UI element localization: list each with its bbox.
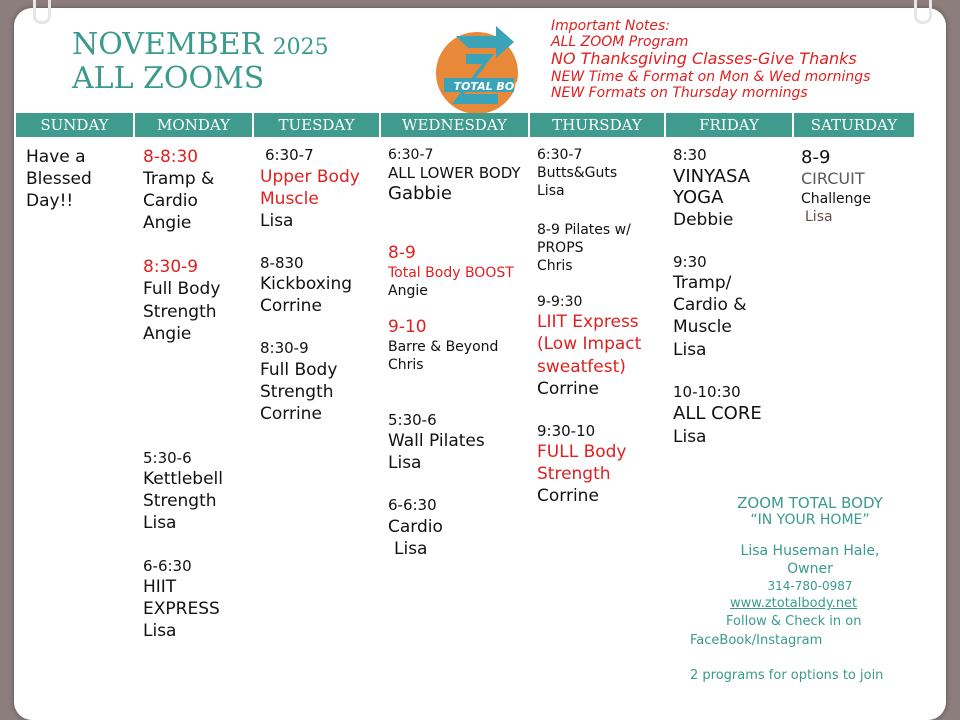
day-header-sunday: SUNDAY: [16, 113, 133, 137]
class-name: FULL Body Strength: [537, 442, 627, 485]
class-block: [388, 411, 528, 475]
class-block: [801, 146, 911, 227]
class-name: Butts&Guts: [537, 165, 618, 182]
class-instructor: Corrine: [537, 486, 599, 507]
class-name: Barre & Beyond: [388, 339, 499, 356]
class-instructor: Lisa: [394, 538, 428, 559]
class-instructor: Debbie: [673, 209, 734, 230]
class-block: [143, 256, 251, 344]
class-instructor: Angie: [143, 213, 192, 234]
class-name: ALL LOWER BODY: [388, 164, 521, 183]
class-time: 6-6:30: [388, 496, 437, 515]
binder-ring-right: [914, 0, 932, 24]
class-instructor: Lisa: [673, 339, 707, 360]
class-name: Wall Pilates: [388, 431, 485, 452]
class-time: 9:30: [673, 252, 707, 271]
saturday-column: [801, 146, 911, 249]
class-time: 6:30-7: [388, 147, 434, 163]
wednesday-column: [388, 146, 528, 582]
class-name: Total Body BOOST: [388, 264, 514, 281]
class-name: Tramp/ Cardio & Muscle: [673, 273, 747, 338]
class-instructor: Lisa: [143, 513, 177, 534]
class-instructor: Angie: [388, 282, 428, 299]
programs-note: 2 programs for options to join: [690, 667, 884, 683]
class-block: [260, 146, 372, 232]
monday-column: [143, 146, 251, 664]
class-time: 8-9: [801, 147, 831, 168]
thursday-column: [537, 146, 659, 529]
class-time: 8:30: [673, 146, 707, 164]
day-header-tuesday: TUESDAY: [254, 113, 379, 137]
class-time: 6:30-7: [537, 147, 583, 163]
logo-text: TOTAL BODY: [453, 80, 531, 93]
class-instructor: Lisa: [537, 183, 565, 200]
class-name: LIIT Express (Low Impact sweatfest): [537, 312, 642, 377]
note-item: NEW Time & Format on Mon & Wed mornings: [551, 68, 871, 85]
class-block: [143, 146, 251, 234]
class-block: [388, 146, 528, 206]
class-instructor: Chris: [537, 257, 573, 274]
class-name: ALL CORE: [673, 403, 762, 425]
day-header-saturday: SATURDAY: [794, 113, 914, 137]
class-time: 6-6:30: [143, 556, 192, 575]
business-info: [690, 494, 930, 683]
class-time: 8-9: [388, 242, 416, 263]
class-time: 5:30-6: [143, 448, 192, 467]
class-name: VINYASA YOGA: [673, 165, 751, 209]
class-block: [673, 146, 791, 231]
class-time: 9-10: [388, 317, 427, 338]
class-name: Cardio: [388, 516, 443, 537]
business-name: ZOOM TOTAL BODY: [737, 494, 883, 512]
class-block: [537, 293, 659, 400]
class-time: 8-9 Pilates w/: [537, 221, 631, 238]
subtitle-label: ALL ZOOMS: [72, 60, 265, 96]
class-instructor: Lisa: [805, 209, 833, 226]
class-instructor: Lisa: [143, 621, 177, 642]
sunday-column: [26, 146, 126, 212]
class-time: 5:30-6: [388, 410, 437, 429]
class-instructor: Corrine: [260, 404, 322, 425]
important-notes: [551, 18, 870, 101]
class-name: Kickboxing: [260, 274, 353, 295]
class-instructor: Angie: [143, 323, 192, 344]
month-label: NOVEMBER: [72, 27, 264, 62]
class-name: CIRCUIT: [801, 169, 865, 189]
class-instructor: Lisa: [260, 210, 294, 231]
note-item: NO Thanksgiving Classes-Give Thanks: [551, 49, 857, 69]
class-name: Full Body Strength: [143, 279, 221, 322]
class-time: 8:30-9: [143, 257, 199, 278]
class-time: 9-9:30: [537, 294, 583, 311]
day-header-thursday: THURSDAY: [530, 113, 664, 137]
class-time: 8:30-9: [260, 339, 309, 358]
class-block: [673, 383, 791, 448]
class-block: [260, 339, 372, 425]
day-header-wednesday: WEDNESDAY: [381, 113, 528, 137]
class-name: Kettlebell Strength: [143, 469, 223, 512]
class-block: [537, 146, 659, 201]
class-block: [143, 557, 251, 643]
phone-number: 314-780-0987: [767, 579, 853, 594]
class-time: 9:30-10: [537, 421, 596, 440]
class-time: 6:30-7: [265, 146, 314, 164]
class-instructor: Lisa: [388, 453, 422, 474]
class-time: 10-10:30: [673, 382, 741, 401]
class-block: [388, 242, 528, 300]
class-name: PROPS: [537, 239, 584, 256]
class-name: HIIT EXPRESS: [143, 577, 220, 620]
tuesday-column: [260, 146, 372, 447]
day-header-monday: MONDAY: [135, 113, 252, 137]
website-link[interactable]: www.ztotalbody.net: [730, 596, 858, 612]
class-instructor: Corrine: [537, 378, 599, 399]
follow-text: Follow & Check in on: [726, 614, 862, 630]
social-text: FaceBook/Instagram: [690, 632, 823, 648]
weekday-header-row: [16, 113, 914, 137]
page-title: [72, 28, 329, 95]
friday-column: [673, 146, 791, 470]
class-block: [388, 496, 528, 560]
binder-ring-left: [33, 0, 51, 24]
note-item: ALL ZOOM Program: [551, 34, 689, 51]
note-item: NEW Formats on Thursday mornings: [551, 84, 808, 101]
class-block: [388, 316, 528, 374]
class-block: [143, 449, 251, 535]
zoom-total-body-logo: [426, 18, 533, 122]
class-block: [537, 422, 659, 508]
owner-name: Lisa Huseman Hale,: [740, 543, 880, 559]
class-name: Upper Body Muscle: [260, 166, 360, 209]
class-instructor: Gabbie: [388, 183, 452, 205]
class-instructor: Lisa: [673, 426, 707, 447]
class-block: [537, 221, 659, 276]
class-instructor: Chris: [388, 357, 424, 374]
sunday-message: Have a Blessed Day!!: [26, 147, 92, 212]
note-heading: Important Notes:: [551, 18, 671, 34]
class-instructor: Corrine: [260, 296, 322, 317]
class-name: Full Body Strength: [260, 359, 338, 403]
year-label: 2025: [272, 35, 329, 60]
class-block: [260, 254, 372, 318]
day-header-friday: FRIDAY: [666, 113, 792, 137]
class-time: 8-830: [260, 253, 304, 272]
class-name: Tramp & Cardio: [143, 169, 215, 212]
business-tagline: “IN YOUR HOME”: [750, 512, 870, 528]
class-name-line2: Challenge: [801, 191, 871, 208]
owner-title: Owner: [787, 561, 833, 578]
class-time: 8-8:30: [143, 147, 199, 167]
class-block: [673, 253, 791, 361]
